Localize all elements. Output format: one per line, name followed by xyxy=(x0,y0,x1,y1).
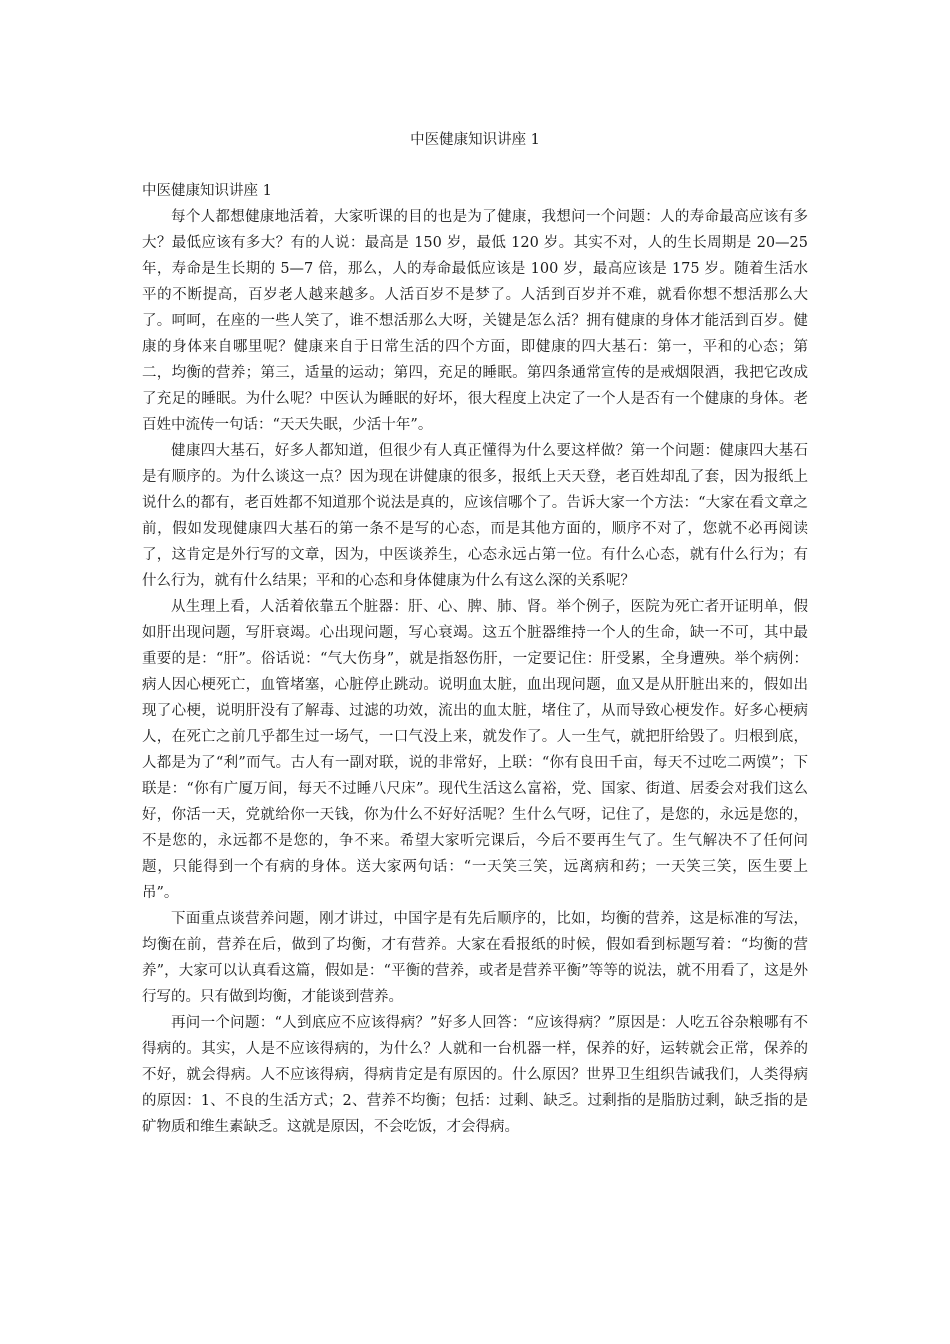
paragraph-2: 健康四大基石，好多人都知道，但很少有人真正懂得为什么要这样做？第一个问题：健康四大基石是有顺序的。为什么谈这一点？因为现在讲健康的很多，报纸上天天登，老百姓却乱了套，因为报纸上说什么的都有，老百姓都不知道那个说法是真的，应该信哪个了。告诉大家一个方法：“大家在看文章之前，假如发现健康四大基石的第一条不是写的心态，而是其他方面的，顺序不对了，您就不必再阅读了，这肯定是外行写的文章，因为，中医谈养生，心态永远占第一位。有什么心态，就有什么行为；有什么行为，就有什么结果；平和的心态和身体健康为什么有这么深的关系呢？ xyxy=(142,443,808,589)
paragraph-4: 下面重点谈营养问题，刚才讲过，中国字是有先后顺序的，比如，均衡的营养，这是标准的写法，均衡在前，营养在后，做到了均衡，才有营养。大家在看报纸的时候，假如看到标题写着：“均衡的营养”，大家可以认真看这篇，假如是：“平衡的营养，或者是营养平衡”等等的说法，就不用看了，这是外行写的。只有做到均衡，才能谈到营养。 xyxy=(142,911,808,1005)
paragraph-5: 再问一个问题：“人到底应不应该得病？”好多人回答：“应该得病？”原因是：人吃五谷杂粮哪有不得病的。其实，人是不应该得病的，为什么？人就和一台机器一样，保养的好，运转就会正常，保养的不好，就会得病。人不应该得病，得病肯定是有原因的。什么原因？世界卫生组织告诫我们，人类得病的原因：1、不良的生活方式；2、营养不均衡；包括：过剩、缺乏。过剩指的是脂肪过剩，缺乏指的是矿物质和维生素缺乏。这就是原因，不会吃饭，才会得病。 xyxy=(142,1015,808,1135)
paragraph-3: 从生理上看，人活着依靠五个脏器：肝、心、脾、肺、肾。举个例子，医院为死亡者开证明单，假如肝出现问题，写肝衰竭。心出现问题，写心衰竭。这五个脏器维持一个人的生命，缺一不可，其中最重要的是：“肝”。俗话说：“气大伤身”，就是指怒伤肝，一定要记住：肝受累，全身遭殃。举个病例：病人因心梗死亡，血管堵塞，心脏停止跳动。说明血太脏，血出现问题，血又是从肝脏出来的，假如出现了心梗，说明肝没有了解毒、过滤的功效，流出的血太脏，堵住了，从而导致心梗发作。好多心梗病人，在死亡之前几乎都生过一场气，一口气没上来，就发作了。人一生气，就把肝给毁了。归根到底，人都是为了“利”而气。古人有一副对联，说的非常好，上联：“你有良田千亩，每天不过吃二两馍”；下联是：“你有广厦万间，每天不过睡八尺床”。现代生活这么富裕，党、国家、街道、居委会对我们这么好，你活一天，党就给你一天钱，你为什么不好好活呢？生什么气呀，记住了，是您的，永远是您的，不是您的，永远都不是您的，争不来。希望大家听完课后，今后不要再生气了。生气解决不了任何问题，只能得到一个有病的身体。送大家两句话：“一天笑三笑，远离病和药；一天笑三笑，医生要上吊”。 xyxy=(142,599,808,901)
paragraph-1: 每个人都想健康地活着，大家听课的目的也是为了健康，我想问一个问题：人的寿命最高应该有多大？最低应该有多大？有的人说：最高是 150 岁，最低 120 岁。其实不对，人的生长周期是 20—25 年，寿命是生长期的 5—7 倍，那么，人的寿命最低应该是 100 岁，最高应该是 175 岁。随着生活水平的不断提高，百岁老人越来越多。人活百岁不是梦了。人活到百岁并不难，就看你想不想活那么大了。呵呵，在座的一些人笑了，谁不想活那么大呀，关键是怎么活？拥有健康的身体才能活到百岁。健康的身体来自哪里呢？健康来自于日常生活的四个方面，即健康的四大基石：第一，平和的心态；第二，均衡的营养；第三，适量的运动；第四，充足的睡眠。第四条通常宣传的是戒烟限酒，我把它改成了充足的睡眠。为什么呢？中医认为睡眠的好坏，很大程度上决定了一个人是否有一个健康的身体。老百姓中流传一句话：“天天失眠，少活十年”。 xyxy=(142,209,808,433)
document-title: 中医健康知识讲座 1 xyxy=(410,132,540,148)
document-subtitle: 中医健康知识讲座 1 xyxy=(142,183,272,199)
